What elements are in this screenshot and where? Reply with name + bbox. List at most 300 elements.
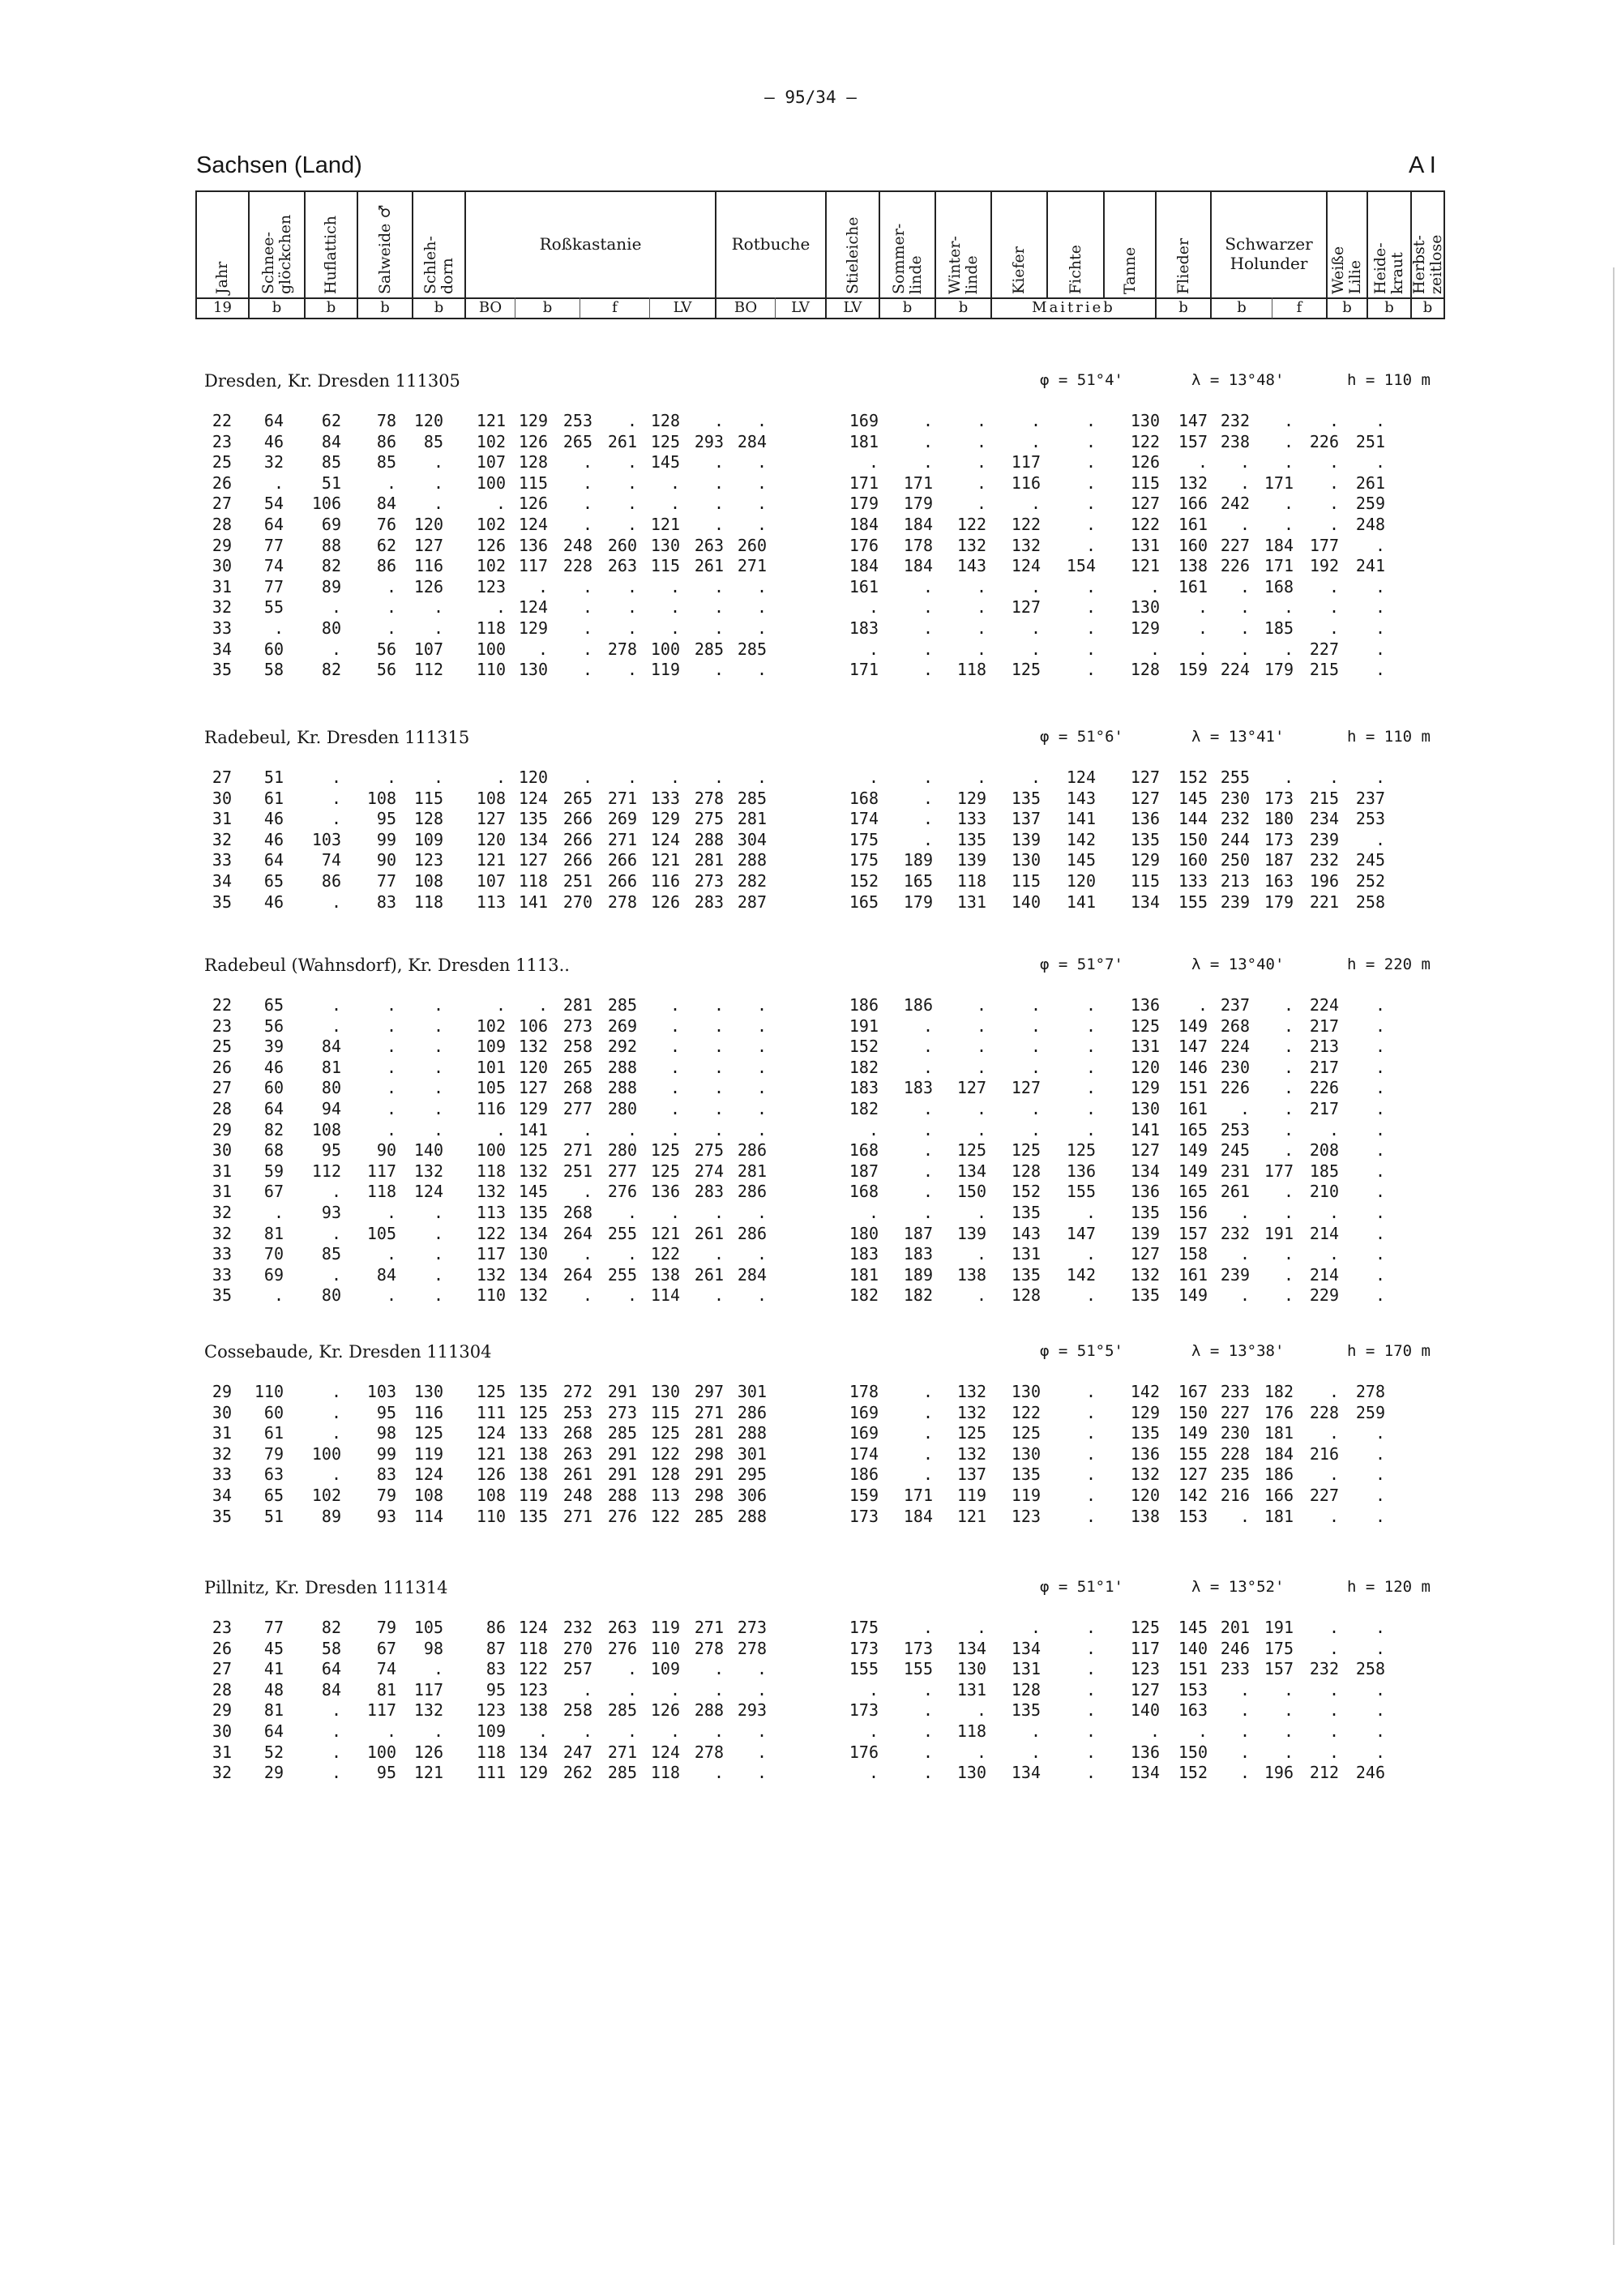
data-cell: 110 (254, 1382, 284, 1401)
year-cell: 35 (212, 891, 232, 912)
data-cell: . (1328, 1700, 1339, 1721)
data-cell: . (1085, 1037, 1096, 1057)
data-cell: 168 (849, 1140, 879, 1161)
data-cell: . (331, 1015, 341, 1036)
data-cell: . (756, 515, 767, 534)
data-cell: 157 (1178, 1223, 1208, 1243)
header-cell (1046, 190, 1103, 299)
table-row (0, 1224, 1621, 1245)
data-cell: 130 (956, 1659, 986, 1679)
data-cell: 133 (1178, 871, 1208, 891)
data-cell: 83 (485, 1659, 506, 1679)
data-cell: . (1283, 1700, 1294, 1721)
data-cell: 266 (562, 850, 592, 870)
data-cell: 135 (1130, 829, 1160, 849)
data-cell: 129 (1130, 618, 1160, 638)
data-cell: 232 (1220, 411, 1250, 430)
data-cell: . (1328, 597, 1339, 618)
data-cell: . (1375, 1140, 1385, 1161)
data-cell: . (433, 1223, 443, 1243)
table-row (0, 1403, 1621, 1424)
data-cell: 176 (849, 1742, 879, 1762)
data-cell: 134 (1011, 1763, 1041, 1783)
column-label: Huflattich (322, 215, 340, 294)
data-cell: . (922, 1464, 933, 1485)
data-cell: 269 (607, 1015, 637, 1036)
data-cell: 142 (1066, 1264, 1096, 1285)
data-cell: 189 (903, 1264, 933, 1285)
data-cell: 125 (1011, 660, 1041, 680)
data-cell: 115 (650, 1402, 680, 1422)
data-cell: 258 (1355, 1659, 1385, 1679)
data-cell: . (582, 472, 592, 493)
data-cell: . (756, 1099, 767, 1118)
table-row (0, 1203, 1621, 1224)
table-row (0, 1700, 1621, 1721)
data-cell: 32 (263, 452, 284, 472)
data-cell: 278 (694, 788, 724, 808)
data-cell: . (627, 1203, 637, 1222)
station-lambda: λ = 13°48' (1191, 371, 1285, 389)
data-cell: 119 (650, 660, 680, 680)
column-label: Fichte (1066, 244, 1084, 294)
data-cell: 155 (1066, 1182, 1096, 1202)
table-row (0, 1742, 1621, 1764)
data-cell: 95 (485, 1679, 506, 1700)
data-cell: 291 (607, 1382, 637, 1401)
data-cell: 118 (518, 1638, 548, 1658)
data-cell: 117 (413, 1679, 443, 1700)
data-cell: 116 (476, 1099, 506, 1118)
data-cell: 127 (413, 535, 443, 555)
data-cell: . (669, 597, 680, 618)
data-cell: 271 (607, 788, 637, 808)
data-cell: 273 (737, 1618, 767, 1637)
data-cell: 110 (476, 660, 506, 680)
data-cell: 182 (903, 1285, 933, 1306)
data-cell: 122 (1130, 515, 1160, 534)
data-cell: 278 (1355, 1382, 1385, 1401)
data-cell: 166 (1178, 494, 1208, 514)
table-row (0, 767, 1621, 789)
data-cell: . (922, 809, 933, 829)
data-cell: 132 (413, 1161, 443, 1181)
data-cell: 100 (366, 1742, 396, 1762)
data-cell: . (433, 1285, 443, 1306)
year-cell: 29 (212, 1382, 232, 1401)
data-cell: 110 (476, 1285, 506, 1306)
data-cell: 130 (1130, 597, 1160, 618)
data-cell: 101 (476, 1057, 506, 1077)
data-cell: 126 (1130, 452, 1160, 472)
data-cell: . (1030, 431, 1041, 451)
data-cell: 61 (263, 788, 284, 808)
data-cell: . (1375, 639, 1385, 659)
data-cell: 124 (518, 788, 548, 808)
data-cell: 89 (321, 576, 341, 596)
data-cell: . (756, 1285, 767, 1306)
data-cell: 124 (1066, 767, 1096, 787)
table-row (0, 1161, 1621, 1182)
data-cell: 155 (903, 1659, 933, 1679)
data-cell: . (922, 1763, 933, 1783)
data-cell: 173 (849, 1638, 879, 1658)
data-cell: 232 (1309, 850, 1339, 870)
data-cell: 74 (376, 1659, 396, 1679)
data-cell: . (756, 618, 767, 638)
data-cell: 140 (413, 1140, 443, 1161)
data-cell: . (756, 452, 767, 472)
data-cell: . (1375, 1742, 1385, 1762)
year-cell: 27 (212, 494, 232, 514)
data-cell: . (1375, 995, 1385, 1015)
data-cell: . (386, 1721, 396, 1741)
data-cell: 108 (413, 1486, 443, 1505)
data-cell: . (582, 767, 592, 787)
data-cell: . (433, 1057, 443, 1077)
data-cell: 210 (1309, 1182, 1339, 1202)
station-name: Radebeul (Wahnsdorf), Kr. Dresden 1113.. (204, 956, 570, 975)
data-cell: 134 (956, 1638, 986, 1658)
table-row (0, 1016, 1621, 1037)
data-cell: 298 (694, 1443, 724, 1464)
data-cell: . (1375, 1285, 1385, 1306)
table-row (0, 1120, 1621, 1141)
data-cell: . (627, 1679, 637, 1700)
column-label: Heide- kraut (1371, 242, 1406, 294)
data-cell: 271 (737, 556, 767, 576)
data-cell: . (922, 1443, 933, 1464)
station-phi: φ = 51°1' (1040, 1578, 1123, 1596)
year-cell: 31 (212, 1161, 232, 1181)
data-cell: 217 (1309, 1057, 1339, 1077)
data-cell: . (331, 1223, 341, 1243)
year-cell: 35 (212, 1506, 232, 1526)
data-cell: . (1328, 618, 1339, 638)
table-row (0, 1507, 1621, 1528)
data-cell: . (537, 1721, 548, 1741)
data-cell: . (1328, 515, 1339, 534)
data-cell: 102 (311, 1486, 341, 1505)
data-cell: 122 (650, 1244, 680, 1264)
data-cell: . (922, 618, 933, 638)
data-cell: 86 (376, 431, 396, 451)
data-cell: . (1283, 431, 1294, 451)
data-cell: 138 (518, 1700, 548, 1721)
data-cell: 115 (1130, 871, 1160, 891)
data-cell: 108 (476, 788, 506, 808)
data-cell: . (669, 995, 680, 1015)
data-cell: 131 (956, 1679, 986, 1700)
data-cell: 253 (562, 1402, 592, 1422)
data-cell: 119 (1011, 1486, 1041, 1505)
data-cell: 179 (903, 891, 933, 912)
data-cell: 80 (321, 1078, 341, 1098)
data-cell: 184 (903, 1506, 933, 1526)
data-cell: . (1283, 1742, 1294, 1762)
table-row (0, 577, 1621, 598)
data-cell: 118 (366, 1182, 396, 1202)
data-cell: 288 (737, 1506, 767, 1526)
data-cell: 127 (1130, 1679, 1160, 1700)
data-cell: . (976, 1057, 986, 1077)
data-cell: . (922, 431, 933, 451)
data-cell: 127 (1011, 597, 1041, 618)
station-phi: φ = 51°6' (1040, 728, 1123, 746)
year-cell: 27 (212, 1078, 232, 1098)
data-cell: 123 (1130, 1659, 1160, 1679)
year-cell: 27 (212, 767, 232, 787)
data-cell: 121 (650, 850, 680, 870)
year-cell: 35 (212, 1285, 232, 1306)
data-cell: 125 (650, 431, 680, 451)
data-cell: 230 (1220, 1423, 1250, 1443)
data-cell: 217 (1309, 1015, 1339, 1036)
station-h: h = 220 m (1347, 956, 1431, 973)
data-cell: . (1375, 576, 1385, 596)
data-cell: 125 (476, 1382, 506, 1401)
data-cell: 136 (1130, 1182, 1160, 1202)
data-cell: 48 (263, 1679, 284, 1700)
data-cell: 176 (849, 535, 879, 555)
data-cell: 288 (737, 1423, 767, 1443)
year-cell: 29 (212, 1119, 232, 1139)
data-cell: . (1375, 411, 1385, 430)
table-row (0, 850, 1621, 871)
data-cell: . (976, 411, 986, 430)
data-cell: 118 (518, 871, 548, 891)
data-cell: 64 (263, 1099, 284, 1118)
data-cell: . (669, 1057, 680, 1077)
data-cell: 261 (1220, 1182, 1250, 1202)
data-cell: 145 (1178, 1618, 1208, 1637)
data-cell: 123 (476, 576, 506, 596)
data-cell: 130 (518, 1244, 548, 1264)
data-cell: 58 (263, 660, 284, 680)
data-cell: 226 (1309, 431, 1339, 451)
data-cell: 134 (518, 1223, 548, 1243)
data-cell: . (922, 1721, 933, 1741)
data-cell: 56 (263, 1015, 284, 1036)
data-cell: 136 (1130, 809, 1160, 829)
data-cell: 288 (607, 1057, 637, 1077)
data-cell: 98 (423, 1638, 443, 1658)
data-cell: . (1283, 1264, 1294, 1285)
data-cell: 138 (956, 1264, 986, 1285)
data-cell: 51 (263, 1506, 284, 1526)
data-cell: . (433, 1721, 443, 1741)
data-cell: 126 (650, 1700, 680, 1721)
data-cell: 180 (849, 1223, 879, 1243)
data-cell: 85 (321, 452, 341, 472)
data-cell: 98 (376, 1423, 396, 1443)
data-cell: 142 (1130, 1382, 1160, 1401)
data-cell: 107 (476, 871, 506, 891)
data-cell: 174 (849, 1443, 879, 1464)
data-cell: 139 (1011, 829, 1041, 849)
table-row (0, 1382, 1621, 1403)
data-cell: 127 (1130, 494, 1160, 514)
data-cell: 230 (1220, 1057, 1250, 1077)
data-cell: 122 (956, 515, 986, 534)
data-cell: 268 (562, 1423, 592, 1443)
data-cell: . (495, 767, 506, 787)
data-cell: 185 (1309, 1161, 1339, 1181)
data-cell: . (1085, 452, 1096, 472)
data-cell: 261 (562, 1464, 592, 1485)
data-cell: 119 (413, 1443, 443, 1464)
data-cell: 175 (849, 850, 879, 870)
header-cell (1326, 190, 1367, 299)
data-cell: 186 (1264, 1464, 1294, 1485)
data-cell: . (331, 891, 341, 912)
data-cell: 134 (956, 1161, 986, 1181)
data-cell: 124 (476, 1423, 506, 1443)
data-cell: 141 (1066, 809, 1096, 829)
data-cell: 51 (321, 472, 341, 493)
data-cell: . (669, 494, 680, 514)
data-cell: 109 (650, 1659, 680, 1679)
data-cell: . (1375, 1700, 1385, 1721)
data-cell: . (273, 472, 284, 493)
data-cell: 106 (311, 494, 341, 514)
data-cell: . (713, 1763, 724, 1783)
data-cell: 121 (476, 850, 506, 870)
data-cell: 123 (476, 1700, 506, 1721)
data-cell: 124 (650, 1742, 680, 1762)
data-cell: . (1328, 767, 1339, 787)
data-cell: 285 (607, 1763, 637, 1783)
data-cell: . (1375, 1721, 1385, 1741)
data-cell: 286 (737, 1140, 767, 1161)
unit-cell: b (515, 297, 580, 319)
data-cell: 118 (476, 618, 506, 638)
data-cell: . (582, 515, 592, 534)
data-cell: 284 (737, 431, 767, 451)
data-cell: . (1085, 1057, 1096, 1077)
data-cell: 133 (956, 809, 986, 829)
data-cell: . (868, 597, 879, 618)
data-cell: . (582, 1244, 592, 1264)
data-cell: . (386, 1244, 396, 1264)
data-cell: . (386, 1203, 396, 1222)
data-cell: 266 (562, 809, 592, 829)
data-cell: 74 (321, 850, 341, 870)
data-cell: 175 (1264, 1638, 1294, 1658)
data-cell: 116 (1011, 472, 1041, 493)
data-cell: . (1375, 1037, 1385, 1057)
data-cell: 138 (1130, 1506, 1160, 1526)
data-cell: . (868, 639, 879, 659)
data-cell: 242 (1220, 494, 1250, 514)
station-lambda: λ = 13°52' (1191, 1578, 1285, 1596)
data-cell: . (273, 1285, 284, 1306)
data-cell: . (433, 1244, 443, 1264)
data-cell: 108 (366, 788, 396, 808)
data-cell: . (922, 1119, 933, 1139)
data-cell: 228 (1309, 1402, 1339, 1422)
table-row (0, 1659, 1621, 1680)
data-cell: 151 (1178, 1659, 1208, 1679)
data-cell: 113 (650, 1486, 680, 1505)
data-cell: . (868, 452, 879, 472)
data-cell: 180 (1264, 809, 1294, 829)
header-cell (1210, 190, 1326, 299)
data-cell: 115 (1011, 871, 1041, 891)
data-cell: . (1239, 1763, 1250, 1783)
data-cell: . (1239, 1679, 1250, 1700)
year-cell: 30 (212, 556, 232, 576)
data-cell: 231 (1220, 1161, 1250, 1181)
data-cell: 253 (562, 411, 592, 430)
data-cell: 263 (607, 556, 637, 576)
table-row (0, 660, 1621, 681)
data-cell: 74 (263, 556, 284, 576)
data-cell: 123 (1011, 1506, 1041, 1526)
data-cell: 76 (376, 515, 396, 534)
data-cell: . (756, 1244, 767, 1264)
data-cell: 239 (1220, 1264, 1250, 1285)
data-cell: . (1283, 515, 1294, 534)
data-cell: 133 (518, 1423, 548, 1443)
station-phi: φ = 51°4' (1040, 371, 1123, 389)
data-cell: . (1375, 1506, 1385, 1526)
data-cell: 171 (849, 472, 879, 493)
data-cell: 29 (263, 1763, 284, 1783)
data-cell: . (1328, 1506, 1339, 1526)
data-cell: 186 (903, 995, 933, 1015)
data-cell: 127 (1130, 1244, 1160, 1264)
data-cell: 117 (366, 1700, 396, 1721)
data-cell: . (1197, 618, 1208, 638)
data-cell: 145 (1066, 850, 1096, 870)
data-cell: . (1375, 452, 1385, 472)
data-cell: 130 (1130, 411, 1160, 430)
data-cell: . (1030, 767, 1041, 787)
data-cell: 191 (1264, 1223, 1294, 1243)
data-cell: 226 (1309, 1078, 1339, 1098)
data-cell: . (433, 618, 443, 638)
data-cell: 62 (376, 535, 396, 555)
column-label: Winter- linde (945, 236, 981, 294)
data-cell: . (386, 995, 396, 1015)
data-cell: 111 (476, 1402, 506, 1422)
table-row (0, 1486, 1621, 1507)
data-cell: . (331, 1700, 341, 1721)
data-cell: 79 (263, 1443, 284, 1464)
data-cell: 288 (607, 1078, 637, 1098)
table-row (0, 1244, 1621, 1265)
data-cell: 125 (413, 1423, 443, 1443)
data-cell: 281 (562, 995, 592, 1015)
data-cell: 280 (607, 1140, 637, 1161)
data-cell: 121 (1130, 556, 1160, 576)
year-cell: 31 (212, 1742, 232, 1762)
data-cell: 304 (737, 829, 767, 849)
data-cell: 128 (650, 411, 680, 430)
data-cell: 120 (518, 1057, 548, 1077)
data-cell: . (331, 1264, 341, 1285)
data-cell: . (922, 1618, 933, 1637)
data-cell: . (713, 1679, 724, 1700)
data-cell: 155 (1178, 1443, 1208, 1464)
data-cell: . (976, 639, 986, 659)
data-cell: 271 (607, 829, 637, 849)
table-row (0, 494, 1621, 515)
data-cell: 179 (903, 494, 933, 514)
data-cell: . (433, 1264, 443, 1285)
data-cell: . (868, 1203, 879, 1222)
